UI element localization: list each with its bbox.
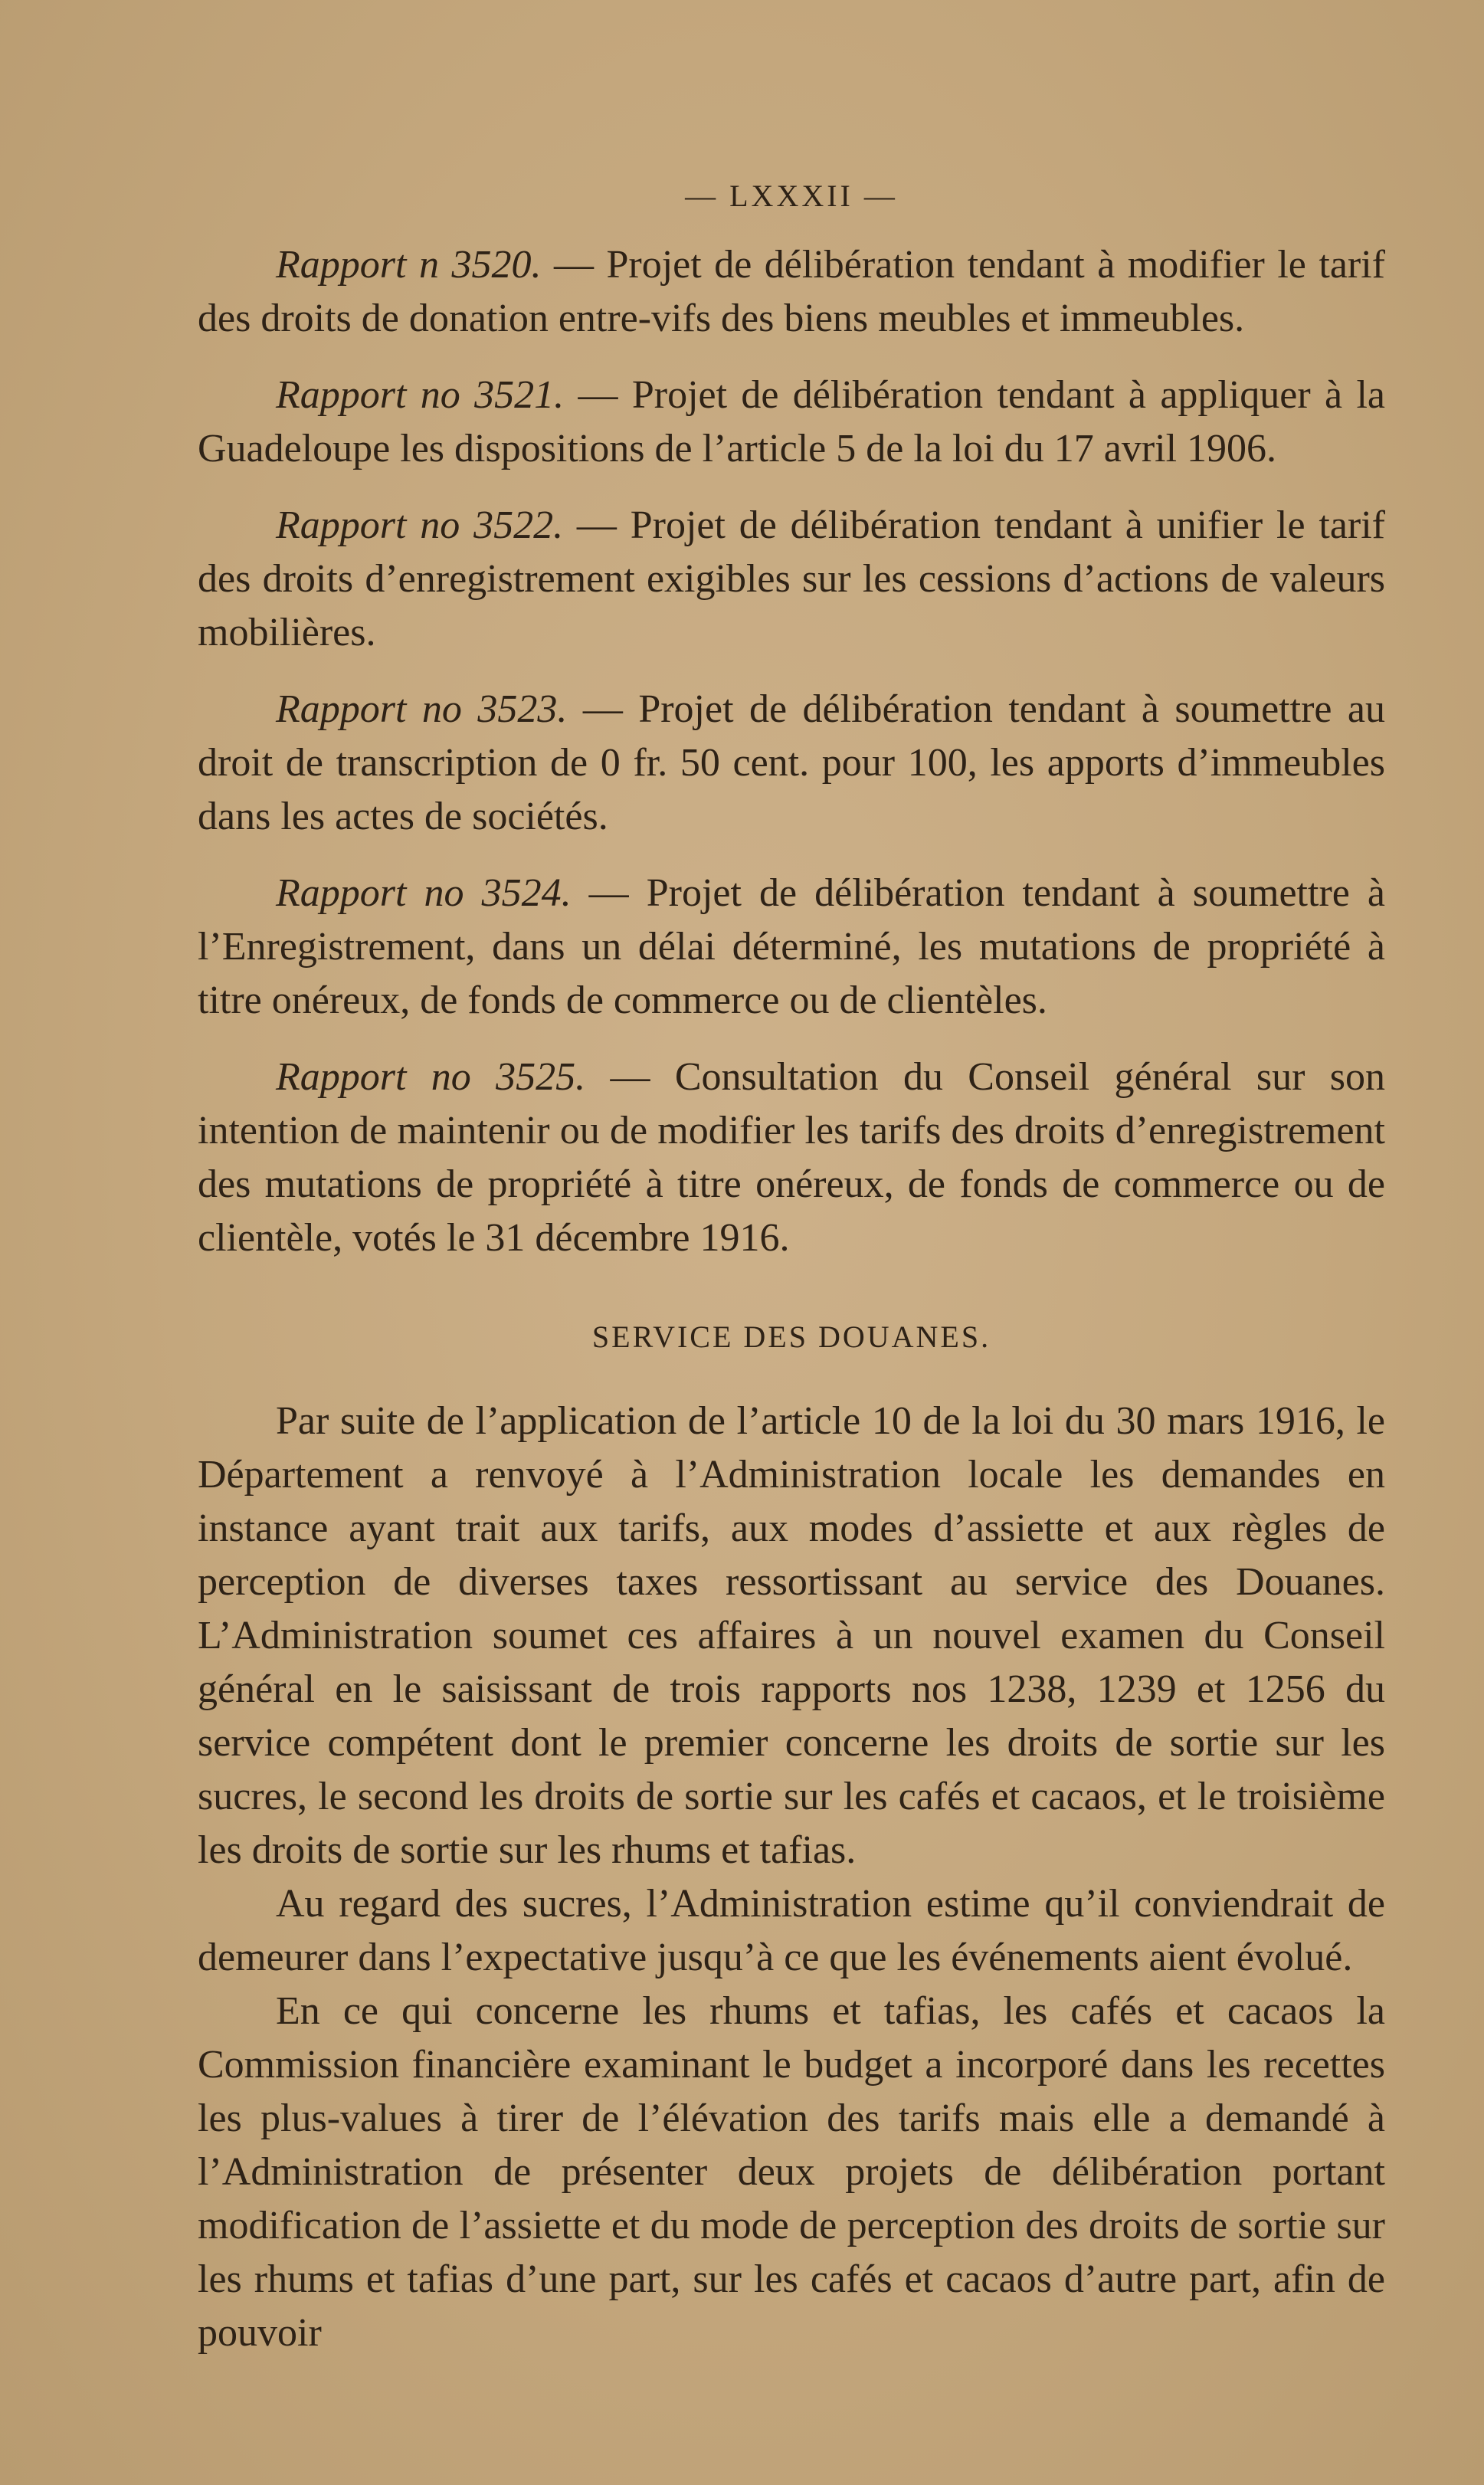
report-text: — Consultation du Conseil général sur son intention de maintenir ou de modifier les tarifs des droits d’enregistrement des mutations de propriété à titre onéreux, de fonds de commerce ou de clientèle, votés le 31 décembre 1916. (198, 1055, 1385, 1260)
report-text: — Projet de délibération tendant à soumettre à l’Enregistrement, dans un délai déterminé, les mutations de propriété à titre onéreux, de fonds de commerce ou de clientèles. (198, 871, 1385, 1022)
section-title: SERVICE DES DOUANES. (591, 1320, 991, 1354)
body-paragraph: Par suite de l’application de l’article 10 de la loi du 30 mars 1916, le Département a renvoyé à l’Administration locale les demandes en instance ayant trait aux tarifs, aux modes d’assiette et aux règles de perception de diverses taxes ressortissant au service des Douanes. L’Administration soumet ces affaires à un nouvel examen du Conseil général en le saisissant de trois rapports nos 1238, 1239 et 1256 du service compétent dont le premier concerne les droits de sortie sur les sucres, le second les droits de sortie sur les cafés et cacaos, et le troisième les droits de sortie sur les rhums et tafias. (198, 1399, 1385, 1872)
body-paragraph: Au regard des sucres, l’Administration estime qu’il conviendrait de demeurer dans l’expectative jusqu’à ce que les événements aient évolué. (198, 1882, 1385, 1979)
report-entry (198, 683, 1385, 844)
report-ref: Rapport no 3522. (276, 503, 564, 547)
report-text: — Projet de délibération tendant à unifier le tarif des droits d’enregistrement exigibles sur les cessions d’actions de valeurs mobilières. (198, 503, 1385, 654)
running-head: — LXXXII — (685, 179, 898, 213)
report-text: — Projet de délibération tendant à soumettre au droit de transcription de 0 fr. 50 cent. pour 100, les apports d’immeubles dans les actes de sociétés. (198, 687, 1386, 838)
report-text: — Projet de délibération tendant à modifier le tarif des droits de donation entre-vifs des biens meubles et immeubles. (198, 243, 1385, 340)
report-entry (198, 867, 1385, 1028)
report-entry (198, 369, 1385, 476)
report-text: — Projet de délibération tendant à appliquer à la Guadeloupe les dispositions de l’article 5 de la loi du 17 avril 1906. (198, 373, 1385, 470)
document-page (198, 178, 1385, 2360)
body-paragraph: En ce qui concerne les rhums et tafias, les cafés et cacaos la Commission financière examinant le budget a incorporé dans les recettes les plus-values à tirer de l’élévation des tarifs mais elle a demandé à l’Administration de présenter deux projets de délibération portant modification de l’assiette et du mode de perception des droits de sortie sur les rhums et tafias d’une part, sur les cafés et cacaos d’autre part, afin de pouvoir (198, 1989, 1385, 2355)
report-ref: Rapport no 3521. (276, 373, 565, 417)
report-entry (198, 238, 1385, 346)
report-ref: Rapport n 3520. (276, 243, 542, 287)
report-entry (198, 499, 1385, 660)
report-entry (198, 1051, 1385, 1265)
report-ref: Rapport no 3524. (276, 871, 572, 915)
report-ref: Rapport no 3525. (276, 1055, 586, 1099)
report-ref: Rapport no 3523. (276, 687, 568, 731)
